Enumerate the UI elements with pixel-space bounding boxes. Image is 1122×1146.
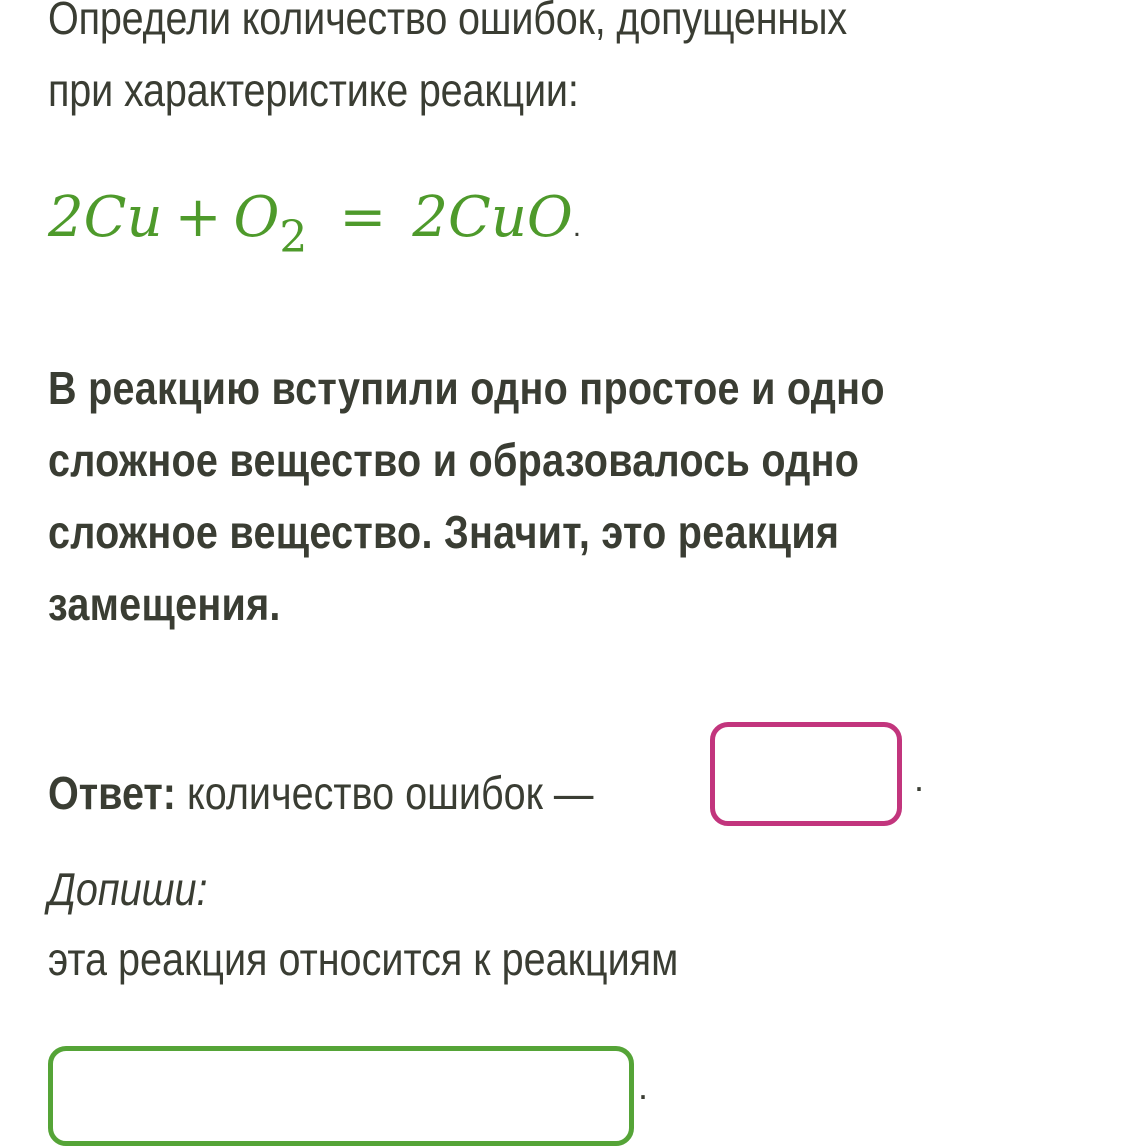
hint-period: . bbox=[638, 1066, 649, 1107]
reaction-statement bbox=[48, 352, 1003, 640]
error-count-input[interactable] bbox=[710, 722, 902, 826]
equation-period: . bbox=[572, 210, 582, 243]
equation-lhs-second: O bbox=[233, 185, 280, 250]
reaction-type-input[interactable] bbox=[48, 1046, 634, 1146]
task-question-line: при характеристике реакции: bbox=[48, 64, 579, 116]
answer-row bbox=[48, 738, 925, 848]
equation-plus: + bbox=[174, 185, 222, 250]
statement-line: замещения. bbox=[48, 578, 281, 630]
statement-line: сложное вещество. Значит, это реакция bbox=[48, 506, 840, 558]
equation-rhs-coef: 2 bbox=[412, 185, 448, 250]
equation-lhs-coef: 2 bbox=[48, 185, 84, 250]
statement-line: сложное вещество и образовалось одно bbox=[48, 434, 860, 486]
task-question-line: Определи количество ошибок, допущенных bbox=[48, 0, 847, 44]
equation-subscript: 2 bbox=[279, 212, 308, 263]
equation-lhs-first: Cu bbox=[83, 185, 163, 250]
reaction-equation bbox=[48, 178, 581, 267]
answer-label: Ответ: bbox=[48, 767, 176, 819]
statement-line: В реакцию вступили одно простое и одно bbox=[48, 362, 885, 414]
answer-period: . bbox=[914, 758, 925, 799]
equation-equals: = bbox=[339, 185, 387, 250]
task-question bbox=[48, 0, 1071, 126]
hint-label: Допиши: bbox=[48, 863, 208, 915]
hint-text: эта реакция относится к реакциям bbox=[48, 933, 679, 985]
task-content bbox=[48, 0, 1088, 1107]
equation-rhs: CuO bbox=[447, 185, 573, 250]
answer-text: количество ошибок — bbox=[175, 767, 594, 819]
answer-prompt bbox=[48, 766, 607, 820]
